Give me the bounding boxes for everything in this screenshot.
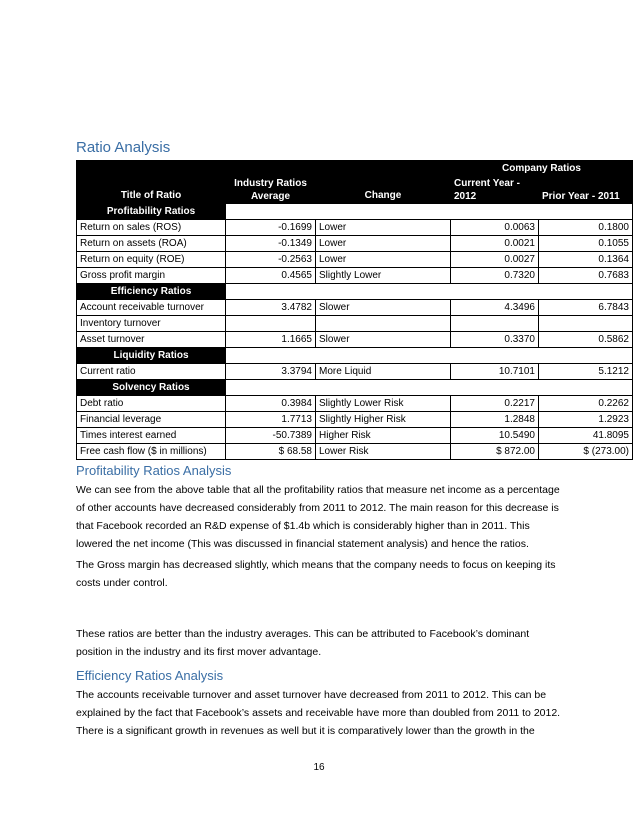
- section-spacer: [226, 348, 633, 364]
- table-row: [77, 364, 633, 380]
- cell-change: [316, 316, 451, 332]
- cell-current: 1.2848: [451, 412, 539, 428]
- cell-name: Inventory turnover: [77, 316, 226, 332]
- cell-prior: 0.5862: [539, 332, 633, 348]
- section-spacer: [226, 284, 633, 300]
- table-header-row: [77, 177, 633, 204]
- ratio-table: [76, 160, 633, 460]
- cell-name: Gross profit margin: [77, 268, 226, 284]
- cell-change: Slower: [316, 300, 451, 316]
- cell-prior: $ (273.00): [539, 444, 633, 460]
- cell-prior: 41.8095: [539, 428, 633, 444]
- cell-industry: -0.2563: [226, 252, 316, 268]
- cell-change: Slightly Lower Risk: [316, 396, 451, 412]
- cell-name: Financial leverage: [77, 412, 226, 428]
- cell-prior: 0.7683: [539, 268, 633, 284]
- cell-prior: 1.2923: [539, 412, 633, 428]
- cell-industry: 1.1665: [226, 332, 316, 348]
- section-row: [77, 204, 633, 220]
- table-row: [77, 444, 633, 460]
- section-row: [77, 284, 633, 300]
- table-row: [77, 252, 633, 268]
- table-row: [77, 428, 633, 444]
- section-label: Profitability Ratios: [77, 204, 226, 220]
- cell-industry: -50.7389: [226, 428, 316, 444]
- cell-current: 0.0063: [451, 220, 539, 236]
- cell-prior: [539, 316, 633, 332]
- cell-name: Return on assets (ROA): [77, 236, 226, 252]
- cell-prior: 0.1364: [539, 252, 633, 268]
- cell-industry: 0.3984: [226, 396, 316, 412]
- company-ratios-header: Company Ratios: [451, 161, 633, 177]
- section-spacer: [226, 204, 633, 220]
- cell-current: 10.7101: [451, 364, 539, 380]
- table-row: [77, 236, 633, 252]
- cell-industry: [226, 316, 316, 332]
- cell-industry: -0.1699: [226, 220, 316, 236]
- cell-current: 0.0027: [451, 252, 539, 268]
- col-industry-header: Industry Ratios Average: [226, 177, 316, 204]
- cell-current: [451, 316, 539, 332]
- cell-prior: 0.1800: [539, 220, 633, 236]
- table-row: [77, 412, 633, 428]
- section-spacer: [226, 380, 633, 396]
- cell-current: 0.7320: [451, 268, 539, 284]
- cell-name: Return on sales (ROS): [77, 220, 226, 236]
- profitability-heading: Profitability Ratios Analysis: [76, 463, 232, 478]
- cell-name: Asset turnover: [77, 332, 226, 348]
- cell-industry: -0.1349: [226, 236, 316, 252]
- table-row: [77, 396, 633, 412]
- section-label: Liquidity Ratios: [77, 348, 226, 364]
- cell-industry: 3.4782: [226, 300, 316, 316]
- profitability-paragraph-2: The Gross margin has decreased slightly, which means that the company needs to focus on keeping its costs under control.: [76, 559, 556, 589]
- cell-change: Lower: [316, 220, 451, 236]
- cell-name: Debt ratio: [77, 396, 226, 412]
- section-row: [77, 380, 633, 396]
- cell-industry: 0.4565: [226, 268, 316, 284]
- cell-current: 10.5490: [451, 428, 539, 444]
- cell-change: Slightly Lower: [316, 268, 451, 284]
- section-label: Efficiency Ratios: [77, 284, 226, 300]
- cell-current: 4.3496: [451, 300, 539, 316]
- cell-current: 0.3370: [451, 332, 539, 348]
- cell-name: Account receivable turnover: [77, 300, 226, 316]
- cell-change: Higher Risk: [316, 428, 451, 444]
- table-row: [77, 220, 633, 236]
- profitability-paragraph-3: These ratios are better than the industry averages. This can be attributed to Facebook’s dominant position in the industry and its first mover advantage.: [76, 628, 530, 658]
- table-header-group-row: [77, 161, 633, 177]
- cell-current: $ 872.00: [451, 444, 539, 460]
- cell-change: Lower: [316, 252, 451, 268]
- section-label: Solvency Ratios: [77, 380, 226, 396]
- col-current-header: Current Year - 2012: [451, 177, 539, 204]
- col-change-header: Change: [316, 177, 451, 204]
- cell-current: 0.2217: [451, 396, 539, 412]
- col-prior-header: Prior Year - 2011: [539, 177, 633, 204]
- cell-change: Slower: [316, 332, 451, 348]
- cell-industry: $ 68.58: [226, 444, 316, 460]
- cell-prior: 0.1055: [539, 236, 633, 252]
- page-title: Ratio Analysis: [76, 139, 171, 156]
- cell-industry: 3.3794: [226, 364, 316, 380]
- section-row: [77, 348, 633, 364]
- cell-change: Slightly Higher Risk: [316, 412, 451, 428]
- cell-current: 0.0021: [451, 236, 539, 252]
- page-number: 16: [313, 762, 325, 773]
- table-row: [77, 268, 633, 284]
- table-row: [77, 332, 633, 348]
- cell-industry: 1.7713: [226, 412, 316, 428]
- table-row: [77, 300, 633, 316]
- cell-name: Free cash flow ($ in millions): [77, 444, 226, 460]
- cell-change: Lower: [316, 236, 451, 252]
- cell-name: Return on equity (ROE): [77, 252, 226, 268]
- cell-change: Lower Risk: [316, 444, 451, 460]
- cell-prior: 0.2262: [539, 396, 633, 412]
- col-title-header: Title of Ratio: [77, 177, 226, 204]
- cell-name: Times interest earned: [77, 428, 226, 444]
- table-row: [77, 316, 633, 332]
- cell-change: More Liquid: [316, 364, 451, 380]
- efficiency-paragraph-1: The accounts receivable turnover and asset turnover have decreased from 2011 to 2012. This can be explained by the fact that Facebook’s assets and receivable have more than doubled from 2011 to 2012. There is a significant growth in revenues as well but it is comparatively lower than the growth in the: [76, 689, 561, 737]
- cell-prior: 5.1212: [539, 364, 633, 380]
- cell-name: Current ratio: [77, 364, 226, 380]
- cell-prior: 6.7843: [539, 300, 633, 316]
- efficiency-heading: Efficiency Ratios Analysis: [76, 668, 224, 683]
- profitability-paragraph-1: We can see from the above table that all the profitability ratios that measure net income as a percentage of other accounts have decreased considerably from 2011 to 2012. The main reason for this decrease is that Facebook recorded an R&D expense of $1.4b which is considerably higher than in 2011. This lowered the net income (This was discussed in financial statement analysis) and hence the ratios.: [76, 484, 560, 550]
